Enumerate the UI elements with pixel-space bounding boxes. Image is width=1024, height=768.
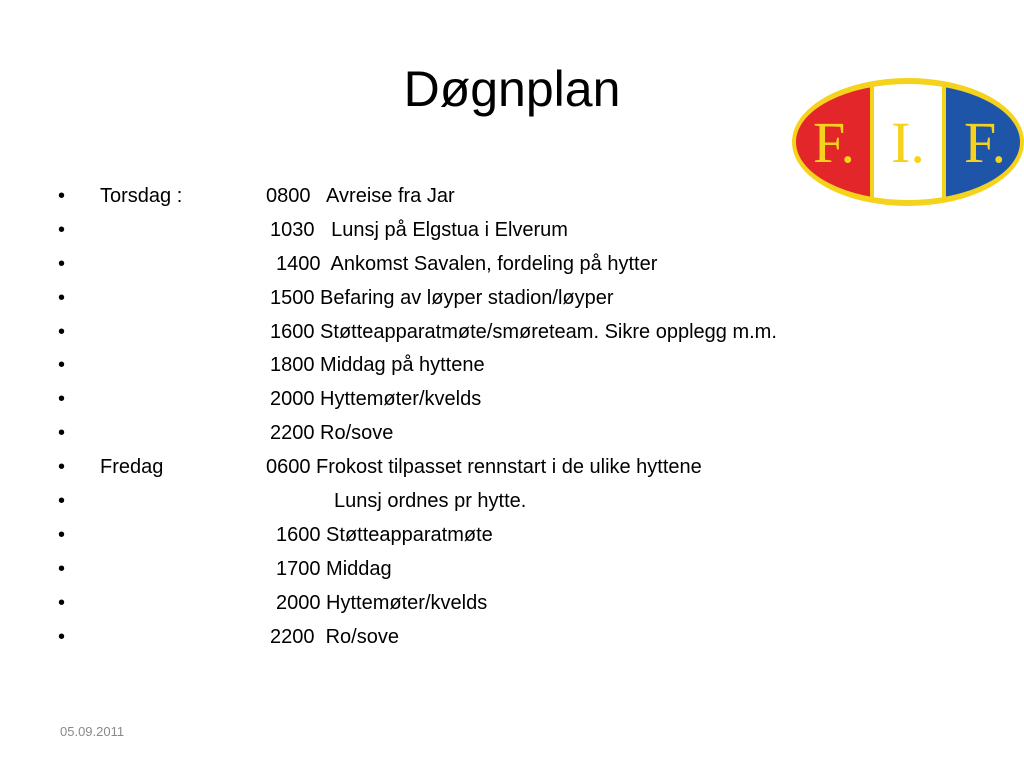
item-text: 1030 Lunsj på Elgstua i Elverum — [270, 218, 568, 241]
item-text: 1800 Middag på hyttene — [270, 354, 485, 377]
item-text: 2200 Ro/sove — [270, 422, 394, 445]
bullet-icon: • — [58, 523, 66, 546]
slide-title: Døgnplan — [403, 61, 621, 117]
item-text: 1400 Ankomst Savalen, fordeling på hytter — [276, 252, 658, 275]
item-text: 1500 Befaring av løyper stadion/løyper — [270, 286, 614, 309]
list-item — [58, 214, 998, 248]
item-text: 2000 Hyttemøter/kvelds — [270, 388, 482, 411]
list-item — [58, 349, 998, 383]
item-text: 1700 Middag — [276, 557, 392, 580]
bullet-icon: • — [58, 388, 66, 411]
logo-letter-right: F. — [963, 110, 1007, 175]
item-text: 2000 Hyttemøter/kvelds — [276, 591, 488, 614]
list-item — [58, 451, 998, 485]
item-text: Lunsj ordnes pr hytte. — [334, 490, 527, 513]
bullet-icon: • — [58, 591, 66, 614]
bullet-icon: • — [58, 252, 66, 275]
list-item — [58, 621, 998, 655]
item-text: 1600 Støtteapparatmøte — [276, 523, 493, 546]
list-item — [58, 519, 998, 553]
list-item — [58, 485, 998, 519]
schedule-list — [58, 180, 998, 654]
bullet-icon: • — [58, 625, 66, 648]
day-label: Torsdag : — [100, 185, 183, 207]
logo-letter-left: F. — [812, 110, 856, 175]
item-text: 0800 Avreise fra Jar — [266, 185, 455, 207]
list-item — [58, 282, 998, 316]
bullet-icon: • — [58, 218, 66, 241]
logo-letter-center: I. — [891, 110, 925, 175]
list-item — [58, 180, 998, 214]
list-item — [58, 587, 998, 621]
day-label: Fredag — [100, 456, 164, 479]
bullet-icon: • — [58, 185, 66, 207]
bullet-icon: • — [58, 422, 66, 445]
bullet-icon: • — [58, 456, 66, 479]
bullet-icon: • — [58, 354, 66, 377]
item-text: 0600 Frokost tilpasset rennstart i de ulike hyttene — [266, 456, 702, 479]
item-text: 2200 Ro/sove — [270, 625, 399, 648]
bullet-icon: • — [58, 557, 66, 580]
list-item — [58, 553, 998, 587]
footer-date: 05.09.2011 — [60, 724, 125, 739]
bullet-icon: • — [58, 286, 66, 309]
list-item — [58, 383, 998, 417]
list-item — [58, 316, 998, 350]
list-item — [58, 248, 998, 282]
bullet-icon: • — [58, 490, 66, 513]
list-item — [58, 417, 998, 451]
item-text: 1600 Støtteapparatmøte/smøreteam. Sikre opplegg m.m. — [270, 320, 777, 343]
bullet-icon: • — [58, 320, 66, 343]
